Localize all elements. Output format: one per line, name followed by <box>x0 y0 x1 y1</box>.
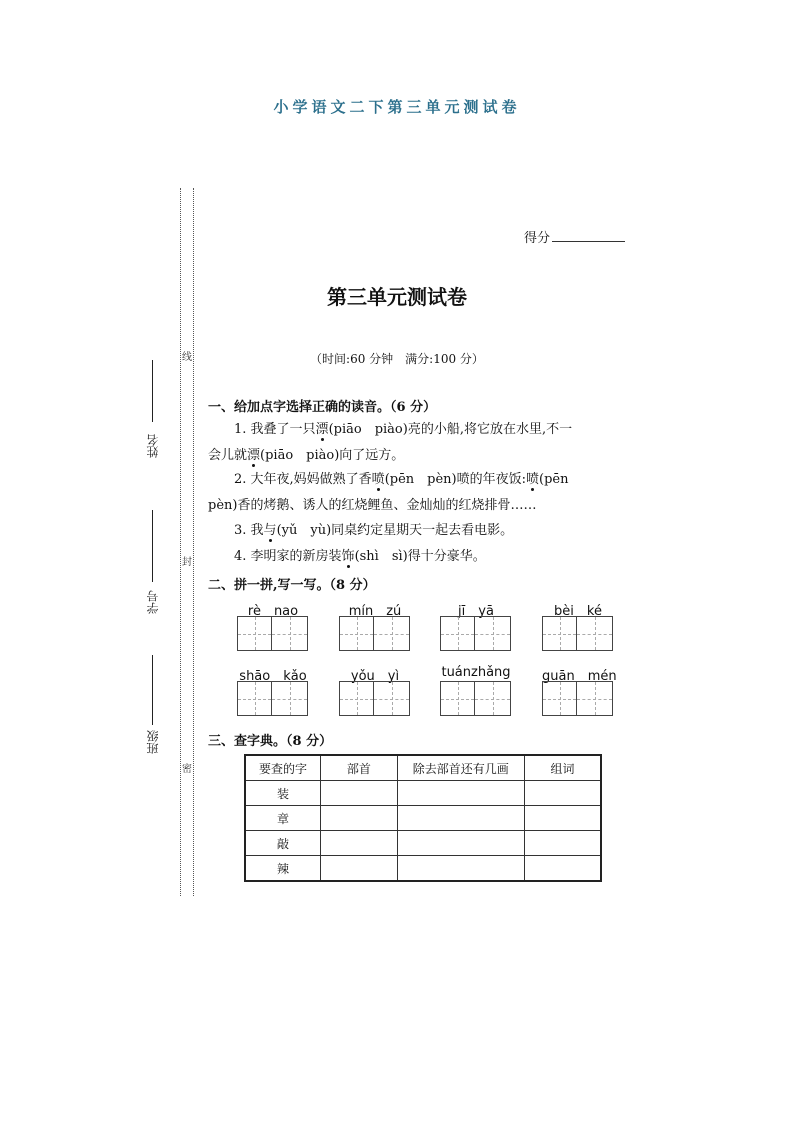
binding-char: 封 <box>182 557 192 568</box>
table-row <box>245 856 601 882</box>
binding-char: 密 <box>182 764 192 775</box>
answer-cell[interactable] <box>321 781 398 806</box>
answer-cell[interactable] <box>397 856 524 882</box>
section3-heading: 三、查字典。（8 分） <box>208 734 333 749</box>
question-1: 1. 我叠了一只漂(piāo piào)亮的小船,将它放在水里,不一 会儿就漂(piāo piào)向了远方。 <box>208 422 573 463</box>
paper-title: 第三单元测试卷 <box>327 285 467 309</box>
query-char: 辣 <box>245 856 321 882</box>
table-row <box>245 781 601 806</box>
writing-box[interactable] <box>542 616 577 651</box>
pinyin-label: yǒu yì <box>350 669 400 684</box>
question-3: 3. 我与(yǔ yù)同桌约定星期天一起去看电影。 <box>234 523 514 538</box>
name-label: 姓名 <box>146 434 160 458</box>
class-label: 班级 <box>146 730 160 754</box>
answer-cell[interactable] <box>524 806 601 831</box>
student-no-write-line[interactable] <box>152 510 153 582</box>
writing-box[interactable] <box>272 681 308 716</box>
dotted-char: 喷 <box>371 472 385 487</box>
section2-heading: 二、拼一拼,写一写。（8 分） <box>208 578 376 593</box>
writing-box[interactable] <box>237 681 272 716</box>
dotted-char: 与 <box>263 523 277 538</box>
dictionary-table <box>244 754 602 882</box>
writing-box[interactable] <box>577 616 613 651</box>
column-header: 要查的字 <box>245 755 321 781</box>
writing-box[interactable] <box>237 616 272 651</box>
table-row <box>245 806 601 831</box>
dotted-char: 饰 <box>341 549 355 564</box>
answer-cell[interactable] <box>397 781 524 806</box>
pinyin-label: guān mén <box>542 669 617 684</box>
section1-heading: 一、给加点字选择正确的读音。（6 分） <box>208 400 437 415</box>
pinyin-writing-group <box>339 600 411 651</box>
writing-box[interactable] <box>542 681 577 716</box>
pinyin-label: bèi ké <box>554 604 602 619</box>
class-write-line[interactable] <box>152 655 153 725</box>
writing-box[interactable] <box>475 616 511 651</box>
column-header: 部首 <box>321 755 398 781</box>
writing-box[interactable] <box>339 681 374 716</box>
query-char: 装 <box>245 781 321 806</box>
writing-box[interactable] <box>475 681 511 716</box>
answer-cell[interactable] <box>321 856 398 882</box>
dotted-char: 漂 <box>247 448 261 463</box>
answer-cell[interactable] <box>321 806 398 831</box>
pinyin-writing-group <box>542 600 614 651</box>
answer-cell[interactable] <box>524 856 601 882</box>
answer-cell[interactable] <box>524 831 601 856</box>
answer-cell[interactable] <box>321 831 398 856</box>
question-2: 2. 大年夜,妈妈做熟了香喷(pēn pèn)喷的年夜饭:喷(pēn pèn)香的烤鹅、诱人的红烧鲤鱼、金灿灿的红烧排骨…… <box>208 472 569 513</box>
pinyin-label: shāo kǎo <box>239 669 307 684</box>
table-header-row <box>245 755 601 781</box>
pinyin-writing-group <box>542 665 617 716</box>
dotted-char: 漂 <box>315 422 329 437</box>
writing-box[interactable] <box>374 681 410 716</box>
answer-cell[interactable] <box>397 806 524 831</box>
column-header: 除去部首还有几画 <box>397 755 524 781</box>
page-header-title: 小学语文二下第三单元测试卷 <box>273 98 521 116</box>
pinyin-writing-group <box>440 600 512 651</box>
score-write-line[interactable] <box>552 241 625 242</box>
answer-cell[interactable] <box>397 831 524 856</box>
column-header: 组词 <box>524 755 601 781</box>
table-row <box>245 831 601 856</box>
pinyin-writing-group <box>339 665 411 716</box>
dotted-char: 喷 <box>526 472 540 487</box>
student-no-label: 学号 <box>146 590 160 614</box>
pinyin-label: jī yā <box>458 604 494 619</box>
query-char: 章 <box>245 806 321 831</box>
pinyin-label: tuánzhǎng <box>441 665 511 680</box>
score-label: 得分 <box>524 231 551 246</box>
pinyin-label: rè nao <box>247 604 299 619</box>
pinyin-writing-group <box>440 665 512 716</box>
writing-box[interactable] <box>577 681 613 716</box>
answer-cell[interactable] <box>524 781 601 806</box>
pinyin-writing-group <box>237 600 309 651</box>
writing-box[interactable] <box>374 616 410 651</box>
pinyin-label: mín zú <box>348 604 402 619</box>
writing-box[interactable] <box>440 681 475 716</box>
pinyin-writing-group <box>237 665 309 716</box>
paper-meta: （时间:60 分钟 满分:100 分） <box>310 352 484 366</box>
writing-box[interactable] <box>339 616 374 651</box>
writing-box[interactable] <box>272 616 308 651</box>
name-write-line[interactable] <box>152 360 153 422</box>
binding-char: 线 <box>182 352 192 363</box>
question-4: 4. 李明家的新房装饰(shì sì)得十分豪华。 <box>234 549 486 564</box>
query-char: 敲 <box>245 831 321 856</box>
writing-box[interactable] <box>440 616 475 651</box>
